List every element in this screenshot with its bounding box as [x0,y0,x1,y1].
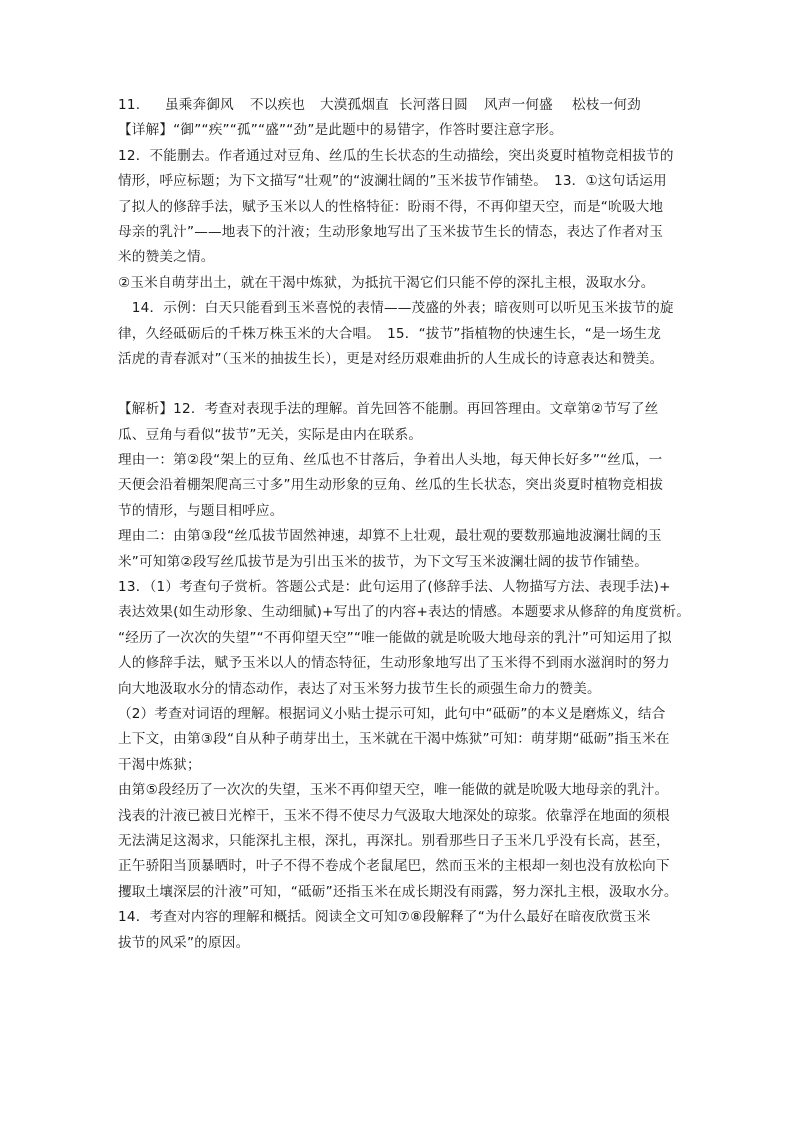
answer-line: 12．不能删去。作者通过对豆角、丝瓜的生长状态的生动描绘，突出炎夏时植物竞相拔节的 [118,147,674,164]
analysis-line: 向大地汲取水分的情态动作，表达了对玉米努力拔节生长的顽强生命力的赞美。 [118,680,601,697]
analysis-line: 浅表的汁液已被日光榨干，玉米不得不使尽力气汲取大地深处的琼浆。依靠浮在地面的须根 [118,807,670,824]
q11-answer-1: 虽乘奔御风 [165,97,234,113]
analysis-line: 拔节的风采”的原因。 [118,934,250,951]
analysis-line: 理由二：由第③段“丝瓜拔节固然神速，却算不上壮观，最壮观的要数那遍地波澜壮阔的玉 [118,528,662,545]
answer-line: 情形，呼应标题；为下文描写“壮观”的“波澜壮阔的”玉米拔节作铺垫。 13．①这句话运用 [118,173,667,190]
answer-line: 米的赞美之情。 [118,249,215,266]
analysis-line: 上下文，由第③段“自从种子萌芽出土，玉米就在干渴中炼狱”可知：萌芽期“砥砺”指玉米在 [118,731,670,748]
analysis-line: 理由一：第②段“架上的豆角、丝瓜也不甘落后，争着出人头地，每天伸长好多”“丝瓜，一 [118,452,663,469]
q11-answer-line [118,93,678,118]
document-content [118,93,691,956]
analysis-line: 天便会沿着棚架爬高三寸多”用生动形象的豆角、丝瓜的生长状态，突出炎夏时植物竞相拔 [118,477,664,494]
answer-line: 活虎的青春派对”（玉米的抽拔生长），更是对经历艰难曲折的人生成长的诗意表达和赞美。 [118,350,664,367]
analysis-line: 干渴中炼狱； [118,756,201,773]
analysis-line: （2）考查对词语的理解。根据词义小贴士提示可知，此句中“砥砺”的本义是磨炼义，结合 [118,705,666,722]
analysis-line: 节的情形，与题目相呼应。 [118,502,284,519]
analysis-line: 由第⑤段经历了一次次的失望，玉米不再仰望天空，唯一能做的就是吮吸大地母亲的乳汁。 [118,782,669,799]
answer-line: 母亲的乳汁”——地表下的汁液；生动形象地写出了玉米拔节生长的情态，表达了作者对玉 [118,223,664,240]
q11-answer-3: 大漠孤烟直 [320,97,389,113]
analysis-line: 【解析】12．考查对表现手法的理解。首先回答不能删。再回答理由。文章第②节写了丝 [118,401,659,418]
analysis-line: 正午骄阳当顶暴晒时，叶子不得不卷成个老鼠尾巴，然而玉米的主根却一刻也没有放松向下 [118,858,670,875]
q11-answer-4: 长河落日圆 [399,97,468,113]
answer-line: 律，久经砥砺后的千株万株玉米的大合唱。 15．“拔节”指植物的快速生长，“是一场生龙 [118,325,661,342]
q11-number: 11. [118,97,141,113]
analysis-line: “经历了一次次的失望”“不再仰望天空”“唯一能做的就是吮吸大地母亲的乳汁”可知运用了拟 [118,629,672,646]
answer-line: 14．示例：白天只能看到玉米喜悦的表情——茂盛的外表；暗夜则可以听见玉米拔节的旋 [118,300,674,317]
analysis-line: 无法满足这渴求，只能深扎主根，深扎，再深扎。别看那些日子玉米几乎没有长高，甚至， [118,832,670,849]
analysis-line: 表达效果(如生动形象、生动细腻)+写出了的内容+表达的情感。本题要求从修辞的角度赏析。 [118,604,691,621]
answer-line: 了拟人的修辞手法，赋予玉米以人的性格特征：盼雨不得，不再仰望天空，而是“吮吸大地 [118,198,664,215]
answer-line: ②玉米自萌芽出土，就在干渴中炼狱，为抵抗干渴它们只能不停的深扎主根，汲取水分。 [118,274,655,291]
q11-answer-5: 风声一何盛 [484,97,553,113]
q11-answer-6: 松枝一何劲 [572,97,641,113]
analysis-line: 攫取土壤深层的汁液”可知，“砥砺”还指玉米在成长期没有雨露，努力深扎主根，汲取水分。 [118,883,678,900]
analysis-line: 米”可知第②段写丝瓜拔节是为引出玉米的拔节，为下文写玉米波澜壮阔的拔节作铺垫。 [118,553,648,570]
section-gap [118,372,678,397]
q11-answer-2: 不以疾也 [250,97,306,113]
analysis-line: 13．（1）考查句子赏析。答题公式是：此句运用了(修辞手法、人物描写方法、表现手法)+ [118,579,671,596]
analysis-line: 瓜、豆角与看似“拔节”无关，实际是由内在联系。 [118,426,423,443]
analysis-line: 人的修辞手法，赋予玉米以人的情态特征，生动形象地写出了玉米得不到雨水滋润时的努力 [118,655,670,672]
analysis-line: 14．考查对内容的理解和概括。阅读全文可知⑦⑧段解释了“为什么最好在暗夜欣赏玉米 [118,909,651,926]
answer-line: 【详解】“御”“疾”“孤”“盛”“劲”是此题中的易错字，作答时要注意字形。 [118,122,563,139]
